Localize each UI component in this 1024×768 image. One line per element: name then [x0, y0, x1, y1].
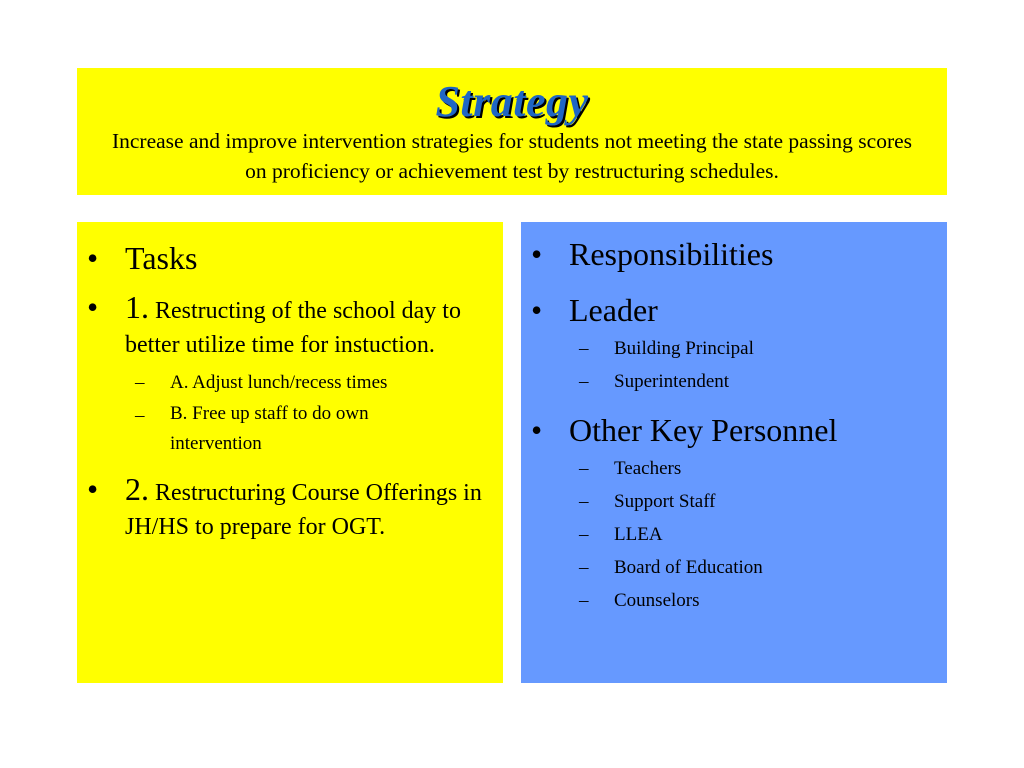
subtask-item — [125, 399, 450, 459]
strategy-header-box — [77, 68, 947, 195]
bullet-icon: • — [531, 236, 543, 272]
subtask-label: B. Free up staff to do own intervention — [170, 403, 369, 454]
dash-icon: – — [135, 372, 145, 393]
subtask-item — [125, 366, 503, 399]
personnel-subitem — [569, 584, 947, 617]
personnel-subitem — [569, 485, 947, 518]
leader-subitem-label: Building Principal — [614, 338, 754, 359]
tasks-panel — [77, 222, 503, 683]
other-personnel-label: Other Key Personnel — [569, 412, 838, 448]
tasks-heading-item — [77, 240, 503, 276]
personnel-subitem-label: Board of Education — [614, 557, 763, 578]
leader-item — [521, 292, 947, 398]
slide-title: Strategy — [435, 77, 589, 126]
dash-icon: – — [579, 458, 589, 479]
bullet-icon: • — [87, 471, 99, 507]
strategy-description: Increase and improve intervention strategies for students not meeting the state passing scores on proficiency or achievement test by restructuring schedules. — [111, 129, 913, 183]
task-2-number: 2. — [125, 471, 149, 507]
responsibilities-list — [521, 236, 947, 617]
responsibilities-heading: Responsibilities — [569, 236, 774, 272]
task-item-1 — [77, 289, 503, 459]
leader-subitem — [569, 365, 947, 398]
personnel-subitem — [569, 518, 947, 551]
personnel-subitem — [569, 452, 947, 485]
bullet-icon: • — [87, 289, 99, 325]
leader-subitems — [521, 332, 947, 398]
tasks-heading: Tasks — [125, 240, 198, 276]
bullet-icon: • — [531, 412, 543, 448]
leader-subitem — [569, 332, 947, 365]
personnel-subitem-label: Support Staff — [614, 491, 716, 512]
task-1-subtasks — [77, 366, 503, 459]
responsibilities-heading-item — [521, 236, 947, 272]
responsibilities-panel — [521, 222, 947, 683]
dash-icon: – — [135, 405, 145, 426]
bullet-icon: • — [531, 292, 543, 328]
tasks-list — [77, 240, 503, 544]
dash-icon: – — [579, 524, 589, 545]
dash-icon: – — [579, 491, 589, 512]
bullet-icon: • — [87, 240, 99, 276]
dash-icon: – — [579, 371, 589, 392]
personnel-subitem — [569, 551, 947, 584]
leader-label: Leader — [569, 292, 658, 328]
task-1-number: 1. — [125, 289, 149, 325]
other-personnel-item — [521, 412, 947, 617]
task-item-2 — [77, 471, 503, 544]
task-1-text: Restructing of the school day to better utilize time for instuction. — [125, 298, 461, 358]
subtask-label: A. Adjust lunch/recess times — [170, 372, 388, 393]
other-personnel-subitems — [521, 452, 947, 617]
personnel-subitem-label: LLEA — [614, 524, 663, 545]
leader-subitem-label: Superintendent — [614, 371, 730, 392]
dash-icon: – — [579, 590, 589, 611]
task-2-text: Restructuring Course Offerings in JH/HS to prepare for OGT. — [125, 480, 482, 540]
dash-icon: – — [579, 338, 589, 359]
personnel-subitem-label: Teachers — [614, 458, 682, 479]
personnel-subitem-label: Counselors — [614, 590, 700, 611]
dash-icon: – — [579, 557, 589, 578]
